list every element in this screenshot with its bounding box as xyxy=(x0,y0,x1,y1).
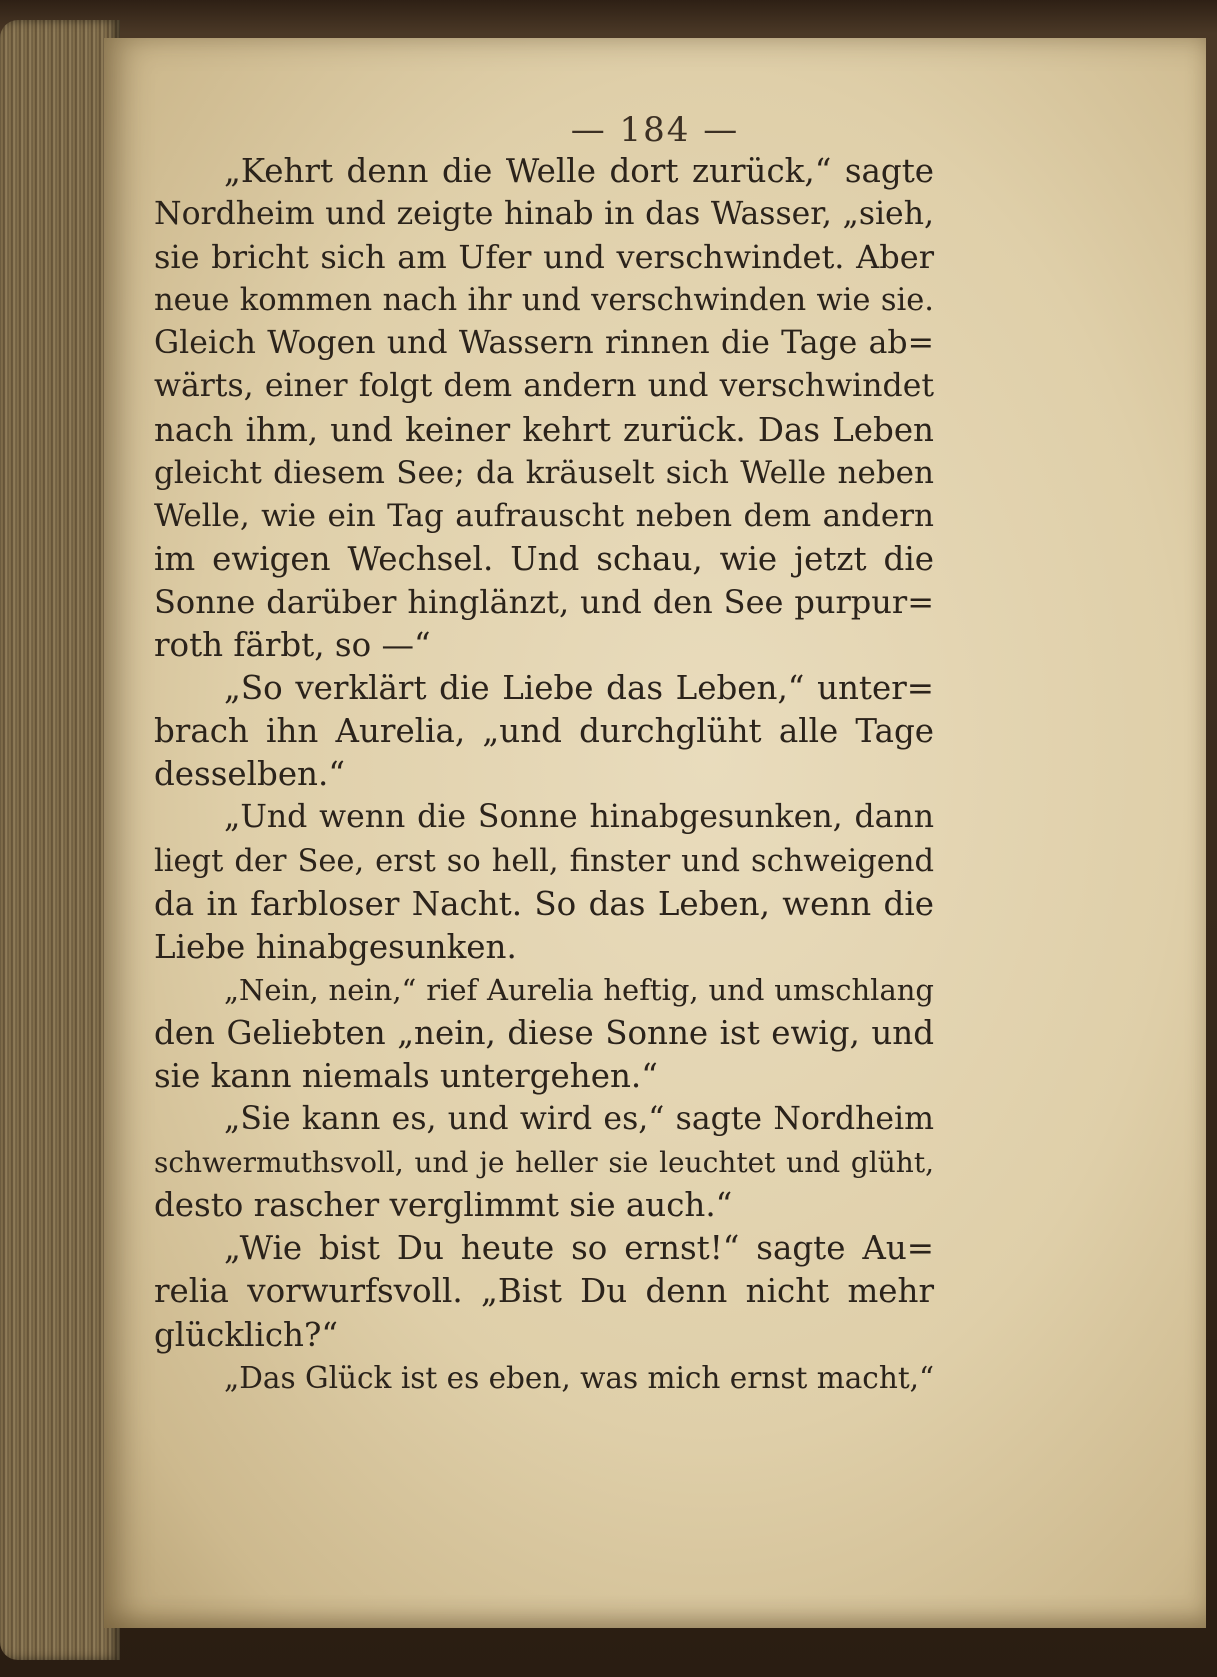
page-number: — 184 — xyxy=(570,110,740,150)
text-line: neue kommen nach ihr und verschwinden wie sie. xyxy=(154,283,934,319)
text-line: Sonne darüber hinglänzt, und den See purpur= xyxy=(154,582,934,621)
text-line: sie bricht sich am Ufer und verschwindet. Aber xyxy=(154,238,934,277)
text-line: sie kann niemals untergehen.“ xyxy=(154,1056,658,1095)
text-line: nach ihm, und keiner kehrt zurück. Das Leben xyxy=(154,410,934,449)
text-line: „So verklärt die Liebe das Leben,“ unter= xyxy=(224,669,934,708)
text-line: roth färbt, so —“ xyxy=(154,626,431,665)
text-line: liegt der See, erst so hell, finster und schweigend xyxy=(154,843,934,879)
text-line: schwermuthsvoll, und je heller sie leuchtet und glüht, xyxy=(154,1146,934,1180)
text-line: wärts, einer folgt dem andern und verschwindet xyxy=(154,368,934,405)
text-line: „Kehrt denn die Welle dort zurück,“ sagte xyxy=(224,152,934,190)
text-line: den Geliebten „nein, diese Sonne ist ewig, und xyxy=(154,1013,934,1052)
body-text xyxy=(154,150,934,1400)
page-edges xyxy=(0,20,120,1660)
text-line: desto rascher verglimmt sie auch.“ xyxy=(154,1186,733,1225)
text-line: Liebe hinabgesunken. xyxy=(154,927,517,966)
text-line: Welle, wie ein Tag aufrauscht neben dem andern xyxy=(154,497,934,534)
text-line: Nordheim und zeigte hinab in das Wasser, „sieh, xyxy=(154,196,934,233)
text-line: „Sie kann es, und wird es,“ sagte Nordheim xyxy=(224,1101,934,1138)
text-line: „Das Glück ist es eben, was mich ernst macht,“ xyxy=(224,1360,935,1395)
text-line: im ewigen Wechsel. Und schau, wie jetzt die xyxy=(154,539,934,578)
text-line: gleicht diesem See; da kräuselt sich Welle neben xyxy=(154,454,934,491)
text-line: da in farbloser Nacht. So das Leben, wenn die xyxy=(154,884,934,923)
text-line: Gleich Wogen und Wassern rinnen die Tage ab= xyxy=(154,325,934,362)
text-line: „Und wenn die Sonne hinabgesunken, dann xyxy=(224,799,934,836)
text-line: „Wie bist Du heute so ernst!“ sagte Au= xyxy=(224,1229,934,1268)
text-line: glücklich?“ xyxy=(154,1315,338,1354)
text-line: relia vorwurfsvoll. „Bist Du denn nicht mehr xyxy=(154,1272,934,1311)
text-line: „Nein, nein,“ rief Aurelia heftig, und umschlang xyxy=(224,972,934,1007)
text-line: brach ihn Aurelia, „und durchglüht alle Tage xyxy=(154,712,934,751)
text-line: desselben.“ xyxy=(154,755,345,794)
